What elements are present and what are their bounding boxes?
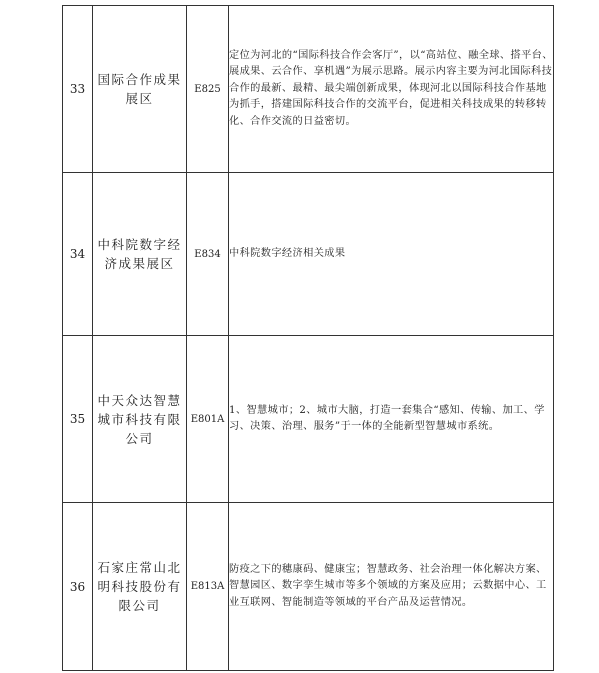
table-row: [63, 173, 554, 336]
exhibitor-name-cell: 石家庄常山北明科技股份有限公司: [93, 503, 187, 671]
row-number-cell: 35: [63, 336, 93, 503]
booth-number-cell: E825: [187, 6, 229, 173]
booth-number-cell: E813A: [187, 503, 229, 671]
row-number-cell: 33: [63, 6, 93, 173]
description-cell: 定位为河北的“国际科技合作会客厅”，以“高站位、融全球、搭平台、展成果、云合作、享机遇”为展示思路。展示内容主要为河北国际科技合作的最新、最精、最尖端创新成果，体现河北以国际科技合作基地为抓手，搭建国际科技合作的交流平台，促进相关科技成果的转移转化、合作交流的日益密切。: [229, 6, 554, 173]
table-row: [63, 503, 554, 671]
description-cell: 防疫之下的穗康码、健康宝；智慧政务、社会治理一体化解决方案、智慧园区、数字孪生城市等多个领域的方案及应用；云数据中心、工业互联网、智能制造等领域的平台产品及运营情况。: [229, 503, 554, 671]
booth-number-cell: E834: [187, 173, 229, 336]
description-cell: 中科院数字经济相关成果: [229, 173, 554, 336]
exhibitor-name-cell: 中科院数字经济成果展区: [93, 173, 187, 336]
row-number-cell: 36: [63, 503, 93, 671]
exhibitor-name-cell: 国际合作成果展区: [93, 6, 187, 173]
row-number-cell: 34: [63, 173, 93, 336]
booth-number-cell: E801A: [187, 336, 229, 503]
table-row: [63, 6, 554, 173]
exhibitor-name-cell: 中天众达智慧城市科技有限公司: [93, 336, 187, 503]
description-cell: 1、智慧城市；2、城市大脑，打造一套集合“感知、传输、加工、学习、决策、治理、服务”于一体的全能新型智慧城市系统。: [229, 336, 554, 503]
exhibit-table: [62, 5, 554, 671]
table-row: [63, 336, 554, 503]
